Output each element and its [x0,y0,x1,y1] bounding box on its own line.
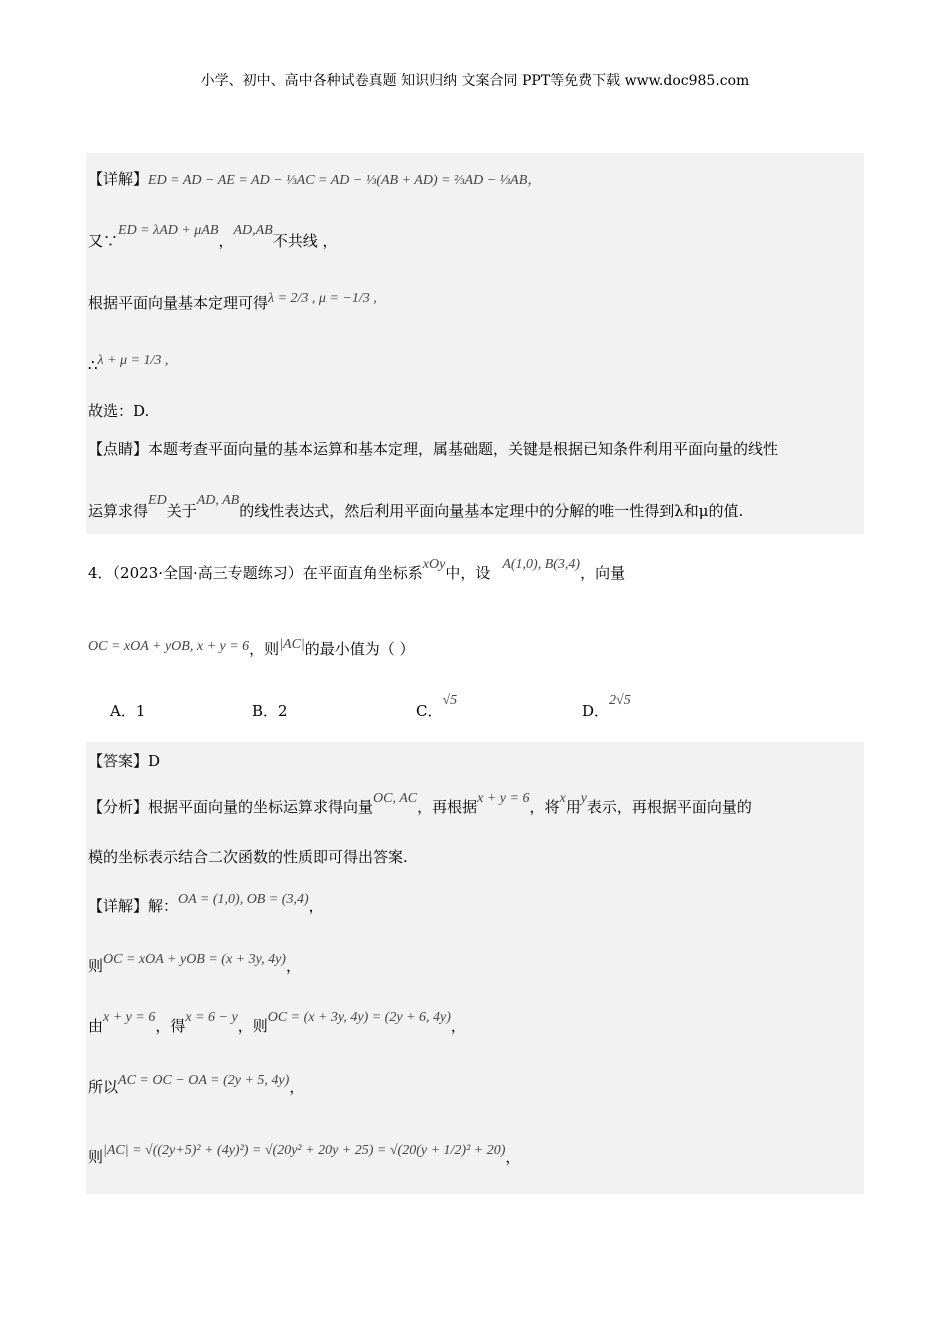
comment-line-1: 【点睛】本题考查平面向量的基本运算和基本定理，属基础题，关键是根据已知条件利用平面向量的线性 [88,440,779,458]
detail-line-2: 又∵ED = λAD + μAB，AD,AB不共线 ， [88,223,338,250]
analysis-line-1: 【分析】根据平面向量的坐标运算求得向量OC, AC，再根据x + y = 6，将x用y表示，再根据平面向量的 [88,791,752,816]
page-header: 小学、初中、高中各种试卷真题 知识归纳 文案合同 PPT等免费下载 www.doc985.com [200,73,750,89]
detail-line-4: ∴λ + μ = 1/3 , [88,353,169,374]
detail-line-1 [88,168,541,189]
detail2-line-2: 则OC = xOA + yOB = (x + 3y, 4y)， [88,952,301,975]
solution-block-1 [86,153,864,534]
choice-line: 故选：D. [88,402,150,420]
answer-line: 【答案】D [88,752,161,770]
comment-line-2: 运算求得ED关于AD, AB的线性表达式，然后利用平面向量基本定理中的分解的唯一性得到λ和μ的值. [88,493,744,520]
detail2-line-1: 【详解】解：OA = (1,0), OB = (3,4)， [88,892,324,915]
detail2-line-3: 由x + y = 6，得x = 6 − y，则OC = (x + 3y, 4y) = (2y + 6, 4y)， [88,1010,466,1035]
option-b[interactable]: B．2 [252,702,288,720]
analysis-line-2: 模的坐标表示结合二次函数的性质即可得出答案. [88,848,408,866]
detail2-line-5: 则|AC| = √((2y+5)² + (4y)²) = √(20y² + 20y + 25) = √(20(y + 1/2)² + 20)， [88,1143,521,1166]
detail2-line-4: 所以AC = OC − OA = (2y + 5, 4y)， [88,1073,305,1096]
detail-formula: ED = AD − AE = AD − ⅓AC = AD − ⅓(AB + AD) = ⅔AD − ⅓AB， [148,173,542,188]
option-d[interactable]: D．2√5 [582,693,631,720]
option-c[interactable]: C．√5 [416,693,458,720]
question-line-1: 4．（2023·全国·高三专题练习）在平面直角坐标系xOy中，设 A(1,0), B(3,4)，向量 [88,557,626,582]
question-line-2: OC = xOA + yOB, x + y = 6，则|AC|的最小值为（ ） [88,637,415,658]
detail-line-3: 根据平面向量基本定理可得λ = 2/3 , μ = −1/3 , [88,291,377,312]
detail-label: 【详解】 [88,170,149,188]
option-a[interactable]: A．1 [110,702,146,720]
